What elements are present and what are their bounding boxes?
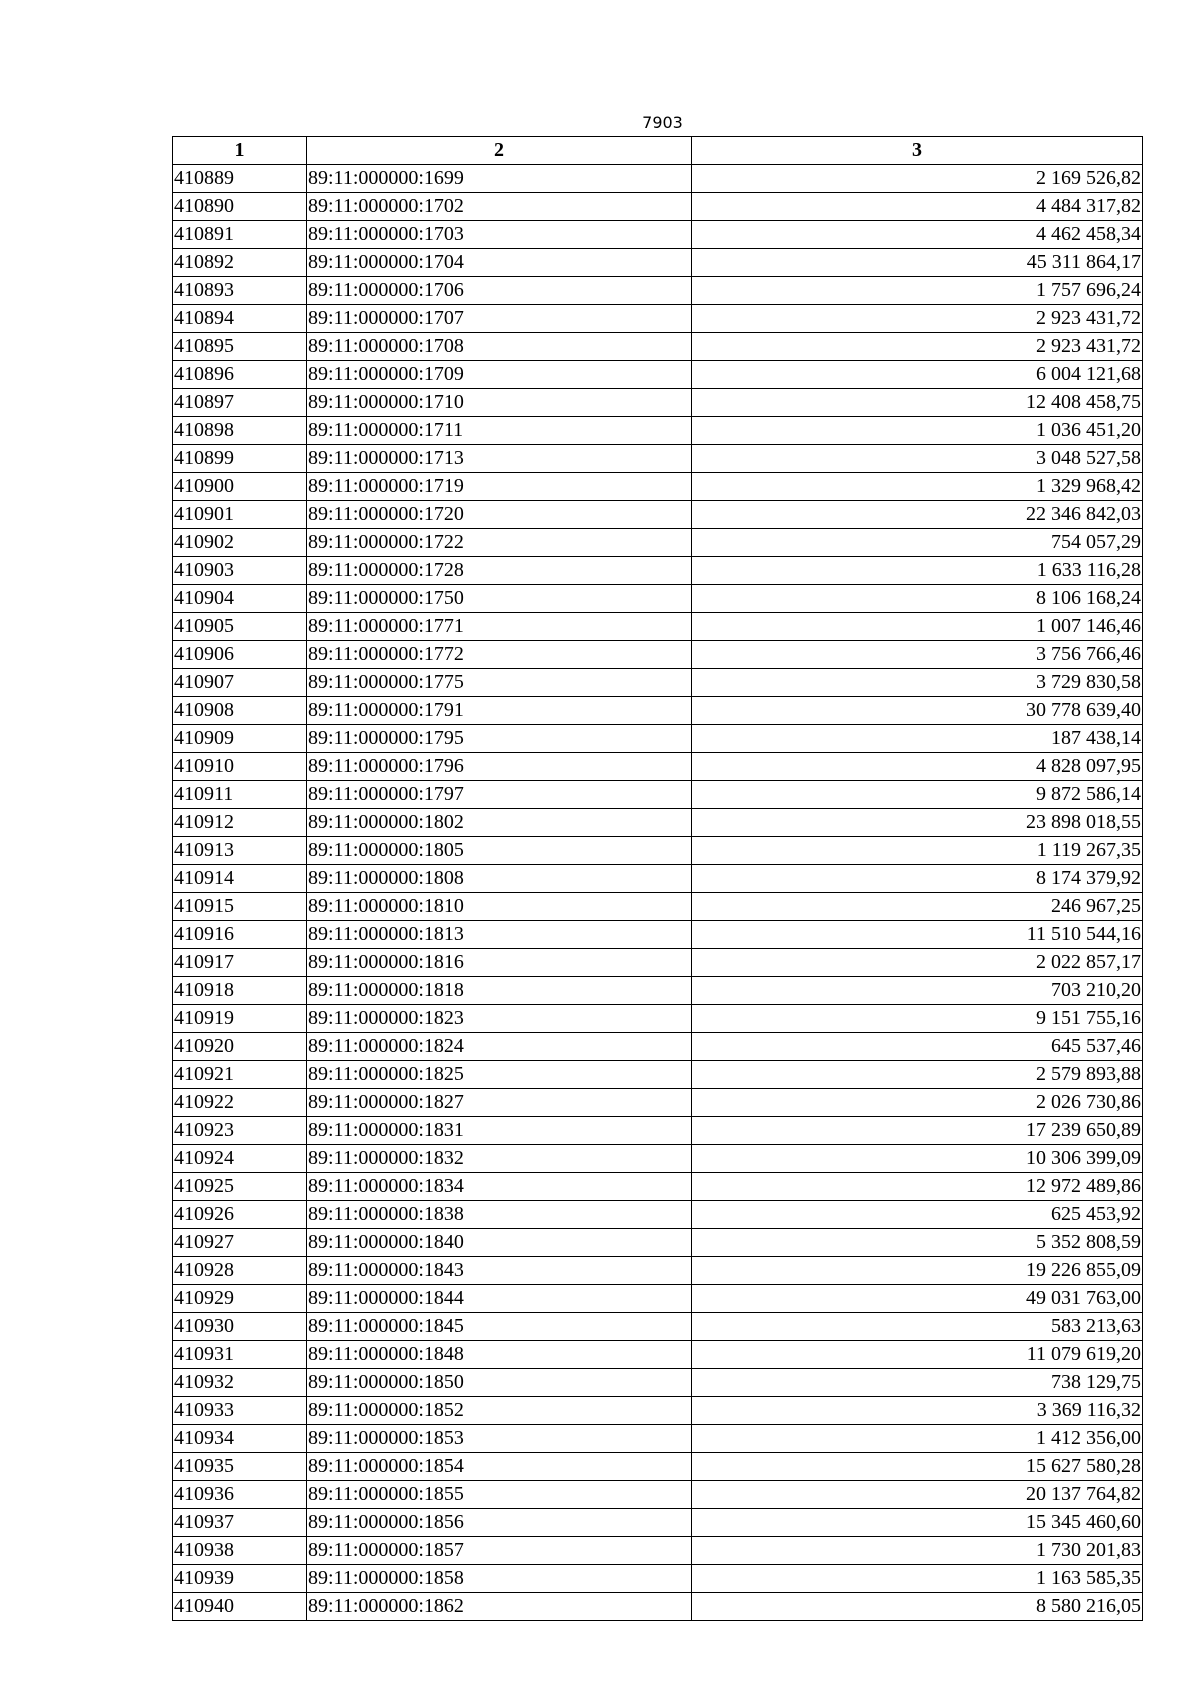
row-number-cell: 410911 <box>173 781 307 809</box>
cadastral-number-cell: 89:11:000000:1854 <box>307 1453 692 1481</box>
cadastral-value-cell: 15 627 580,28 <box>692 1453 1143 1481</box>
row-number-cell: 410901 <box>173 501 307 529</box>
cadastral-value-cell: 12 972 489,86 <box>692 1173 1143 1201</box>
cadastral-value-cell: 1 730 201,83 <box>692 1537 1143 1565</box>
cadastral-value-cell: 2 022 857,17 <box>692 949 1143 977</box>
row-number-cell: 410924 <box>173 1145 307 1173</box>
cadastral-number-cell: 89:11:000000:1813 <box>307 921 692 949</box>
cadastral-value-cell: 1 757 696,24 <box>692 277 1143 305</box>
cadastral-number-cell: 89:11:000000:1840 <box>307 1229 692 1257</box>
cadastral-value-cell: 8 580 216,05 <box>692 1593 1143 1621</box>
table-row <box>173 1285 1143 1313</box>
cadastral-value-cell: 754 057,29 <box>692 529 1143 557</box>
table-row <box>173 585 1143 613</box>
row-number-cell: 410908 <box>173 697 307 725</box>
table-body <box>173 165 1143 1621</box>
row-number-cell: 410912 <box>173 809 307 837</box>
cadastral-number-cell: 89:11:000000:1818 <box>307 977 692 1005</box>
cadastral-number-cell: 89:11:000000:1771 <box>307 613 692 641</box>
cadastral-value-cell: 583 213,63 <box>692 1313 1143 1341</box>
cadastral-value-cell: 246 967,25 <box>692 893 1143 921</box>
row-number-cell: 410898 <box>173 417 307 445</box>
row-number-cell: 410939 <box>173 1565 307 1593</box>
cadastral-value-cell: 15 345 460,60 <box>692 1509 1143 1537</box>
cadastral-value-cell: 1 329 968,42 <box>692 473 1143 501</box>
cadastral-value-cell: 30 778 639,40 <box>692 697 1143 725</box>
cadastral-number-cell: 89:11:000000:1852 <box>307 1397 692 1425</box>
cadastral-value-cell: 3 048 527,58 <box>692 445 1143 473</box>
row-number-cell: 410910 <box>173 753 307 781</box>
row-number-cell: 410907 <box>173 669 307 697</box>
row-number-cell: 410891 <box>173 221 307 249</box>
row-number-cell: 410904 <box>173 585 307 613</box>
row-number-cell: 410916 <box>173 921 307 949</box>
cadastral-number-cell: 89:11:000000:1857 <box>307 1537 692 1565</box>
cadastral-value-cell: 4 462 458,34 <box>692 221 1143 249</box>
cadastral-number-cell: 89:11:000000:1810 <box>307 893 692 921</box>
cadastral-value-cell: 2 169 526,82 <box>692 165 1143 193</box>
cadastral-value-cell: 4 484 317,82 <box>692 193 1143 221</box>
table-row <box>173 781 1143 809</box>
table-header-row <box>173 137 1143 165</box>
cadastral-number-cell: 89:11:000000:1708 <box>307 333 692 361</box>
cadastral-number-cell: 89:11:000000:1720 <box>307 501 692 529</box>
table-row <box>173 1453 1143 1481</box>
cadastral-value-cell: 11 510 544,16 <box>692 921 1143 949</box>
cadastral-number-cell: 89:11:000000:1853 <box>307 1425 692 1453</box>
row-number-cell: 410936 <box>173 1481 307 1509</box>
cadastral-number-cell: 89:11:000000:1795 <box>307 725 692 753</box>
cadastral-number-cell: 89:11:000000:1706 <box>307 277 692 305</box>
cadastral-value-cell: 11 079 619,20 <box>692 1341 1143 1369</box>
table-row <box>173 753 1143 781</box>
cadastral-value-cell: 6 004 121,68 <box>692 361 1143 389</box>
cadastral-number-cell: 89:11:000000:1710 <box>307 389 692 417</box>
cadastral-number-cell: 89:11:000000:1850 <box>307 1369 692 1397</box>
row-number-cell: 410932 <box>173 1369 307 1397</box>
cadastral-number-cell: 89:11:000000:1719 <box>307 473 692 501</box>
table-row <box>173 417 1143 445</box>
table-row <box>173 1481 1143 1509</box>
cadastral-number-cell: 89:11:000000:1703 <box>307 221 692 249</box>
cadastral-value-cell: 9 151 755,16 <box>692 1005 1143 1033</box>
cadastral-number-cell: 89:11:000000:1797 <box>307 781 692 809</box>
row-number-cell: 410940 <box>173 1593 307 1621</box>
column-header-number: 1 <box>173 137 307 165</box>
cadastral-number-cell: 89:11:000000:1843 <box>307 1257 692 1285</box>
row-number-cell: 410900 <box>173 473 307 501</box>
row-number-cell: 410930 <box>173 1313 307 1341</box>
row-number-cell: 410890 <box>173 193 307 221</box>
row-number-cell: 410918 <box>173 977 307 1005</box>
table-row <box>173 473 1143 501</box>
column-header-cadastral-value: 3 <box>692 137 1143 165</box>
table-row <box>173 1397 1143 1425</box>
table-row <box>173 501 1143 529</box>
row-number-cell: 410913 <box>173 837 307 865</box>
table-row <box>173 1173 1143 1201</box>
row-number-cell: 410909 <box>173 725 307 753</box>
table-row <box>173 557 1143 585</box>
row-number-cell: 410922 <box>173 1089 307 1117</box>
cadastral-value-cell: 12 408 458,75 <box>692 389 1143 417</box>
row-number-cell: 410938 <box>173 1537 307 1565</box>
row-number-cell: 410914 <box>173 865 307 893</box>
table-row <box>173 1341 1143 1369</box>
cadastral-value-cell: 8 106 168,24 <box>692 585 1143 613</box>
cadastral-value-cell: 3 369 116,32 <box>692 1397 1143 1425</box>
cadastral-number-cell: 89:11:000000:1845 <box>307 1313 692 1341</box>
cadastral-number-cell: 89:11:000000:1858 <box>307 1565 692 1593</box>
table-row <box>173 1537 1143 1565</box>
cadastral-value-cell: 1 163 585,35 <box>692 1565 1143 1593</box>
table-row <box>173 1425 1143 1453</box>
cadastral-number-cell: 89:11:000000:1824 <box>307 1033 692 1061</box>
row-number-cell: 410892 <box>173 249 307 277</box>
table-row <box>173 1509 1143 1537</box>
table-row <box>173 529 1143 557</box>
cadastral-number-cell: 89:11:000000:1796 <box>307 753 692 781</box>
row-number-cell: 410925 <box>173 1173 307 1201</box>
table-row <box>173 1089 1143 1117</box>
cadastral-number-cell: 89:11:000000:1831 <box>307 1117 692 1145</box>
cadastral-number-cell: 89:11:000000:1838 <box>307 1201 692 1229</box>
table-row <box>173 809 1143 837</box>
cadastral-number-cell: 89:11:000000:1772 <box>307 641 692 669</box>
cadastral-number-cell: 89:11:000000:1825 <box>307 1061 692 1089</box>
cadastral-number-cell: 89:11:000000:1750 <box>307 585 692 613</box>
row-number-cell: 410923 <box>173 1117 307 1145</box>
table-row <box>173 361 1143 389</box>
cadastral-value-cell: 738 129,75 <box>692 1369 1143 1397</box>
table-row <box>173 1257 1143 1285</box>
row-number-cell: 410935 <box>173 1453 307 1481</box>
table-row <box>173 445 1143 473</box>
row-number-cell: 410929 <box>173 1285 307 1313</box>
cadastral-value-cell: 49 031 763,00 <box>692 1285 1143 1313</box>
table-row <box>173 697 1143 725</box>
row-number-cell: 410905 <box>173 613 307 641</box>
table-row <box>173 641 1143 669</box>
cadastral-value-cell: 19 226 855,09 <box>692 1257 1143 1285</box>
cadastral-value-cell: 1 007 146,46 <box>692 613 1143 641</box>
cadastral-number-cell: 89:11:000000:1816 <box>307 949 692 977</box>
row-number-cell: 410889 <box>173 165 307 193</box>
cadastral-number-cell: 89:11:000000:1711 <box>307 417 692 445</box>
cadastral-number-cell: 89:11:000000:1802 <box>307 809 692 837</box>
table-row <box>173 193 1143 221</box>
table-row <box>173 613 1143 641</box>
row-number-cell: 410903 <box>173 557 307 585</box>
cadastral-number-cell: 89:11:000000:1728 <box>307 557 692 585</box>
row-number-cell: 410894 <box>173 305 307 333</box>
row-number-cell: 410920 <box>173 1033 307 1061</box>
table-row <box>173 1313 1143 1341</box>
cadastral-value-cell: 1 036 451,20 <box>692 417 1143 445</box>
cadastral-value-cell: 187 438,14 <box>692 725 1143 753</box>
table-row <box>173 389 1143 417</box>
table-row <box>173 1117 1143 1145</box>
cadastral-value-cell: 10 306 399,09 <box>692 1145 1143 1173</box>
table-row <box>173 1033 1143 1061</box>
row-number-cell: 410931 <box>173 1341 307 1369</box>
cadastral-value-cell: 645 537,46 <box>692 1033 1143 1061</box>
cadastral-number-cell: 89:11:000000:1699 <box>307 165 692 193</box>
cadastral-value-cell: 1 633 116,28 <box>692 557 1143 585</box>
cadastral-value-cell: 8 174 379,92 <box>692 865 1143 893</box>
cadastral-number-cell: 89:11:000000:1848 <box>307 1341 692 1369</box>
cadastral-number-cell: 89:11:000000:1791 <box>307 697 692 725</box>
cadastral-number-cell: 89:11:000000:1823 <box>307 1005 692 1033</box>
table-row <box>173 1061 1143 1089</box>
row-number-cell: 410902 <box>173 529 307 557</box>
table-row <box>173 949 1143 977</box>
table-row <box>173 1005 1143 1033</box>
table-row <box>173 1201 1143 1229</box>
table-row <box>173 305 1143 333</box>
row-number-cell: 410899 <box>173 445 307 473</box>
table-row <box>173 165 1143 193</box>
cadastral-number-cell: 89:11:000000:1827 <box>307 1089 692 1117</box>
row-number-cell: 410921 <box>173 1061 307 1089</box>
cadastral-value-cell: 3 729 830,58 <box>692 669 1143 697</box>
cadastral-number-cell: 89:11:000000:1862 <box>307 1593 692 1621</box>
row-number-cell: 410897 <box>173 389 307 417</box>
cadastral-number-cell: 89:11:000000:1707 <box>307 305 692 333</box>
table-row <box>173 221 1143 249</box>
table-row <box>173 277 1143 305</box>
table-row <box>173 249 1143 277</box>
row-number-cell: 410896 <box>173 361 307 389</box>
cadastral-value-cell: 20 137 764,82 <box>692 1481 1143 1509</box>
cadastral-number-cell: 89:11:000000:1722 <box>307 529 692 557</box>
cadastral-value-cell: 1 119 267,35 <box>692 837 1143 865</box>
cadastral-value-table <box>172 136 1143 1621</box>
row-number-cell: 410928 <box>173 1257 307 1285</box>
cadastral-number-cell: 89:11:000000:1832 <box>307 1145 692 1173</box>
cadastral-value-cell: 2 923 431,72 <box>692 305 1143 333</box>
table-row <box>173 669 1143 697</box>
table-row <box>173 1229 1143 1257</box>
table-row <box>173 893 1143 921</box>
column-header-cadastral-number: 2 <box>307 137 692 165</box>
row-number-cell: 410927 <box>173 1229 307 1257</box>
cadastral-number-cell: 89:11:000000:1855 <box>307 1481 692 1509</box>
cadastral-value-cell: 625 453,92 <box>692 1201 1143 1229</box>
page-number: 7903 <box>642 113 683 132</box>
row-number-cell: 410915 <box>173 893 307 921</box>
row-number-cell: 410917 <box>173 949 307 977</box>
cadastral-value-cell: 2 923 431,72 <box>692 333 1143 361</box>
cadastral-number-cell: 89:11:000000:1808 <box>307 865 692 893</box>
row-number-cell: 410919 <box>173 1005 307 1033</box>
cadastral-number-cell: 89:11:000000:1834 <box>307 1173 692 1201</box>
row-number-cell: 410906 <box>173 641 307 669</box>
table-row <box>173 865 1143 893</box>
cadastral-number-cell: 89:11:000000:1775 <box>307 669 692 697</box>
table-row <box>173 977 1143 1005</box>
cadastral-value-cell: 703 210,20 <box>692 977 1143 1005</box>
cadastral-value-cell: 23 898 018,55 <box>692 809 1143 837</box>
cadastral-number-cell: 89:11:000000:1713 <box>307 445 692 473</box>
cadastral-value-cell: 17 239 650,89 <box>692 1117 1143 1145</box>
table-row <box>173 1145 1143 1173</box>
cadastral-value-cell: 5 352 808,59 <box>692 1229 1143 1257</box>
cadastral-value-cell: 22 346 842,03 <box>692 501 1143 529</box>
cadastral-number-cell: 89:11:000000:1856 <box>307 1509 692 1537</box>
table-row <box>173 1565 1143 1593</box>
table-row <box>173 725 1143 753</box>
row-number-cell: 410937 <box>173 1509 307 1537</box>
cadastral-number-cell: 89:11:000000:1844 <box>307 1285 692 1313</box>
row-number-cell: 410895 <box>173 333 307 361</box>
table-row <box>173 1369 1143 1397</box>
cadastral-value-cell: 3 756 766,46 <box>692 641 1143 669</box>
cadastral-value-cell: 9 872 586,14 <box>692 781 1143 809</box>
table-row <box>173 921 1143 949</box>
cadastral-value-cell: 2 579 893,88 <box>692 1061 1143 1089</box>
cadastral-value-cell: 1 412 356,00 <box>692 1425 1143 1453</box>
table-row <box>173 333 1143 361</box>
cadastral-value-cell: 45 311 864,17 <box>692 249 1143 277</box>
row-number-cell: 410926 <box>173 1201 307 1229</box>
table-row <box>173 1593 1143 1621</box>
table-row <box>173 837 1143 865</box>
row-number-cell: 410933 <box>173 1397 307 1425</box>
cadastral-number-cell: 89:11:000000:1702 <box>307 193 692 221</box>
cadastral-number-cell: 89:11:000000:1805 <box>307 837 692 865</box>
cadastral-number-cell: 89:11:000000:1709 <box>307 361 692 389</box>
row-number-cell: 410934 <box>173 1425 307 1453</box>
row-number-cell: 410893 <box>173 277 307 305</box>
cadastral-value-cell: 2 026 730,86 <box>692 1089 1143 1117</box>
cadastral-number-cell: 89:11:000000:1704 <box>307 249 692 277</box>
cadastral-value-cell: 4 828 097,95 <box>692 753 1143 781</box>
